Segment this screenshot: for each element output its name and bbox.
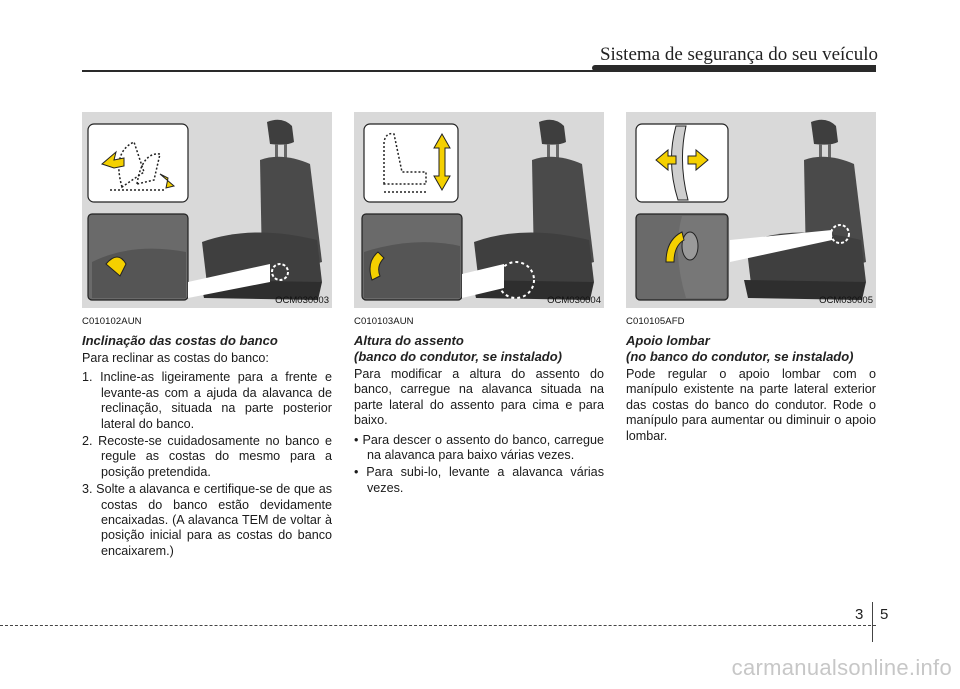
- section-title-line: Apoio lombar: [626, 333, 710, 348]
- section-title-line: Altura do assento: [354, 333, 464, 348]
- section-title-line: (banco do condutor, se instalado): [354, 349, 563, 364]
- section-code: C010105AFD: [626, 316, 685, 327]
- list-item: 2. Recoste-se cuidadosamente no banco e regule as costas do mesmo para a posição pretendida.: [82, 434, 332, 479]
- list-item: 1. Incline-as ligeiramente para a frente e levante-as com a ajuda da alavanca de reclinação, situada na parte posterior lateral do banco.: [82, 370, 332, 431]
- seat-height-illustration: [354, 112, 604, 308]
- column-lumbar-support: [626, 112, 876, 444]
- figure-lumbar-support: [626, 112, 876, 308]
- section-code: C010102AUN: [82, 316, 142, 327]
- page-number: 5: [880, 606, 889, 623]
- figure-code: OCM030004: [547, 295, 601, 306]
- header-rule: [82, 70, 876, 72]
- footer-divider: [872, 602, 873, 642]
- footer-rule: [0, 625, 876, 626]
- section-title-line: Inclinação das costas do banco: [82, 333, 278, 348]
- section-intro: Pode regular o apoio lombar com o manípulo existente na parte lateral exterior das costas do banco do condutor. Rode o manípulo para aumentar ou diminuir o apoio lombar.: [626, 367, 876, 443]
- section-code: C010103AUN: [354, 316, 414, 327]
- section-title: [354, 333, 604, 365]
- section-title: [626, 333, 876, 365]
- figure-code: OCM030005: [819, 295, 873, 306]
- figure-seatback-recline: [82, 112, 332, 308]
- bullet-list: [354, 433, 604, 497]
- page-header-title: Sistema de segurança do seu veículo: [599, 44, 878, 65]
- watermark: carmanualsonline.info: [731, 655, 952, 680]
- section-intro: Para modificar a altura do assento do banco, carregue na alavanca situada na parte lateral do assento para cima e para baixo.: [354, 367, 604, 428]
- list-item: 3. Solte a alavanca e certifique-se de que as costas do banco estão devidamente encaixadas. (A alavanca TEM de voltar à posição inicial para as costas do banco encaixarem.): [82, 482, 332, 558]
- section-title: [82, 333, 332, 349]
- numbered-list: [82, 370, 332, 559]
- section-intro: Para reclinar as costas do banco:: [82, 351, 269, 365]
- list-item: • Para descer o assento do banco, carregue na alavanca para baixo várias vezes.: [354, 432, 604, 463]
- column-seatback-recline: [82, 112, 332, 561]
- figure-seat-height: [354, 112, 604, 308]
- column-seat-height: [354, 112, 604, 498]
- list-item: • Para subi-lo, levante a alavanca várias vezes.: [354, 465, 604, 495]
- seat-recline-illustration: [82, 112, 332, 308]
- figure-code: OCM030003: [275, 295, 329, 306]
- section-title-line: (no banco do condutor, se instalado): [626, 349, 854, 364]
- lumbar-support-illustration: [626, 112, 876, 308]
- chapter-number: 3: [855, 606, 864, 623]
